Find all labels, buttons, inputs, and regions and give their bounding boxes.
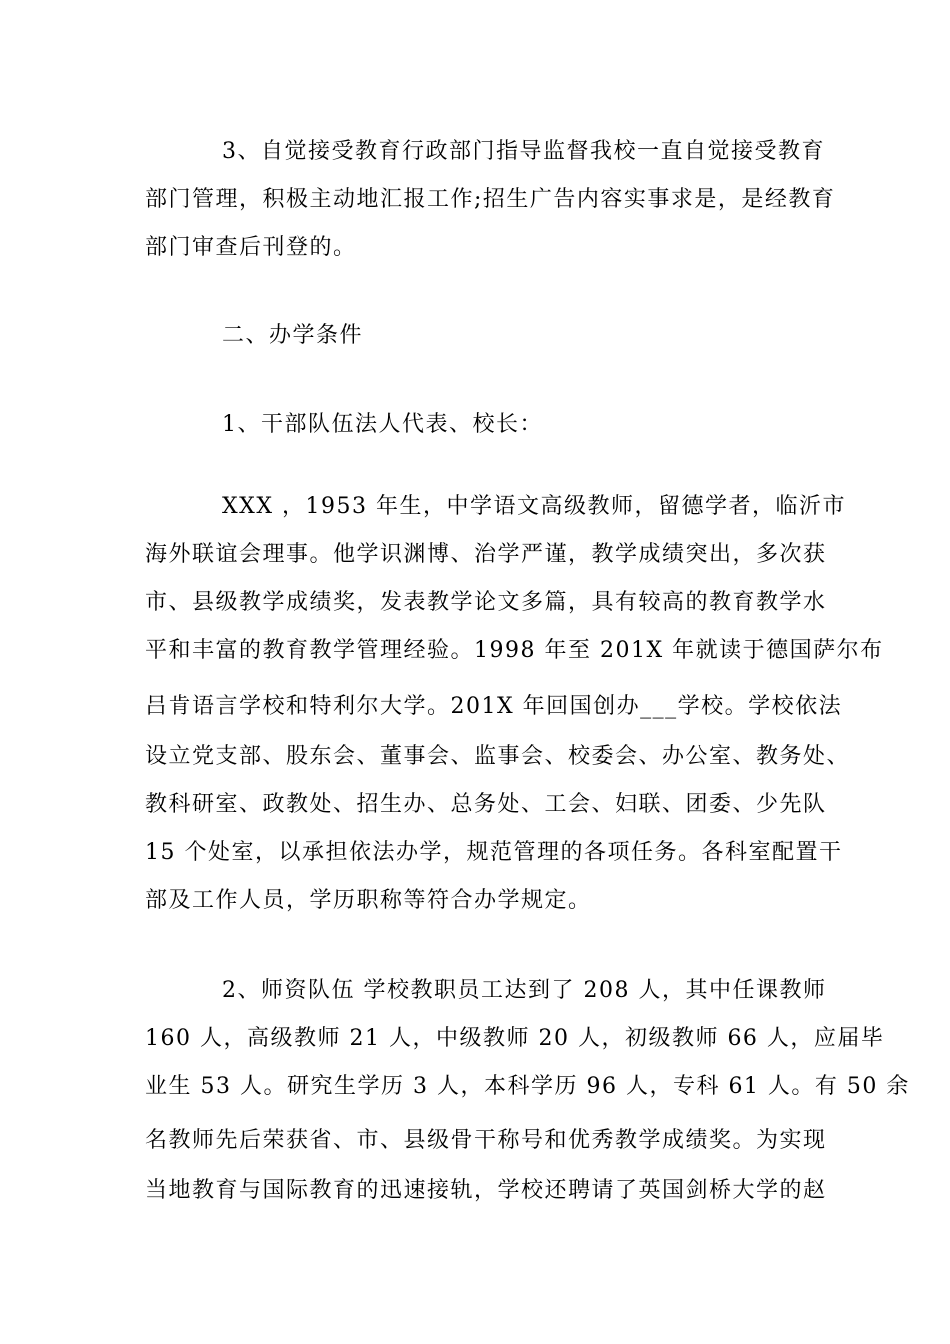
paragraph-3-line-7: 教科研室、政教处、招生办、总务处、工会、妇联、团委、少先队 (145, 792, 827, 817)
paragraph-1-line-3: 部门审查后刊登的。 (145, 235, 357, 260)
section-heading-conditions: 二、办学条件 (222, 323, 364, 348)
paragraph-4-line-4: 名教师先后荣获省、市、县级骨干称号和优秀教学成绩奖。为实现 (145, 1128, 827, 1153)
paragraph-3-line-1: XXX ，1953 年生，中学语文高级教师，留德学者，临沂市 (222, 494, 846, 519)
paragraph-1-line-2: 部门管理，积极主动地汇报工作;招生广告内容实事求是，是经教育 (145, 187, 836, 212)
paragraph-3-line-8: 15 个处室，以承担依法办学，规范管理的各项任务。各科室配置干 (145, 840, 843, 865)
paragraph-4-line-3: 业生 53 人。研究生学历 3 人，本科学历 96 人，专科 61 人。有 50 余 (145, 1074, 910, 1099)
paragraph-3-line-5: 吕肯语言学校和特利尔大学。201X 年回国创办___学校。学校依法 (145, 694, 843, 719)
paragraph-3-line-2: 海外联谊会理事。他学识渊博、治学严谨，教学成绩突出，多次获 (145, 542, 827, 567)
paragraph-4-line-5: 当地教育与国际教育的迅速接轨，学校还聘请了英国剑桥大学的赵 (145, 1178, 827, 1203)
paragraph-3-line-6: 设立党支部、股东会、董事会、监事会、校委会、办公室、教务处、 (145, 744, 851, 769)
paragraph-cadre-heading: 1、干部队伍法人代表、校长： (222, 412, 543, 437)
paragraph-1-line-1: 3、自觉接受教育行政部门指导监督我校一直自觉接受教育 (222, 139, 825, 164)
paragraph-3-line-9: 部及工作人员，学历职称等符合办学规定。 (145, 888, 592, 913)
paragraph-4-line-1: 2、师资队伍 学校教职员工达到了 208 人，其中任课教师 (222, 978, 827, 1003)
paragraph-3-line-4: 平和丰富的教育教学管理经验。1998 年至 201X 年就读于德国萨尔布 (145, 638, 884, 663)
paragraph-3-line-3: 市、县级教学成绩奖，发表教学论文多篇，具有较高的教育教学水 (145, 590, 827, 615)
paragraph-4-line-2: 160 人，高级教师 21 人，中级教师 20 人，初级教师 66 人，应届毕 (145, 1026, 885, 1051)
